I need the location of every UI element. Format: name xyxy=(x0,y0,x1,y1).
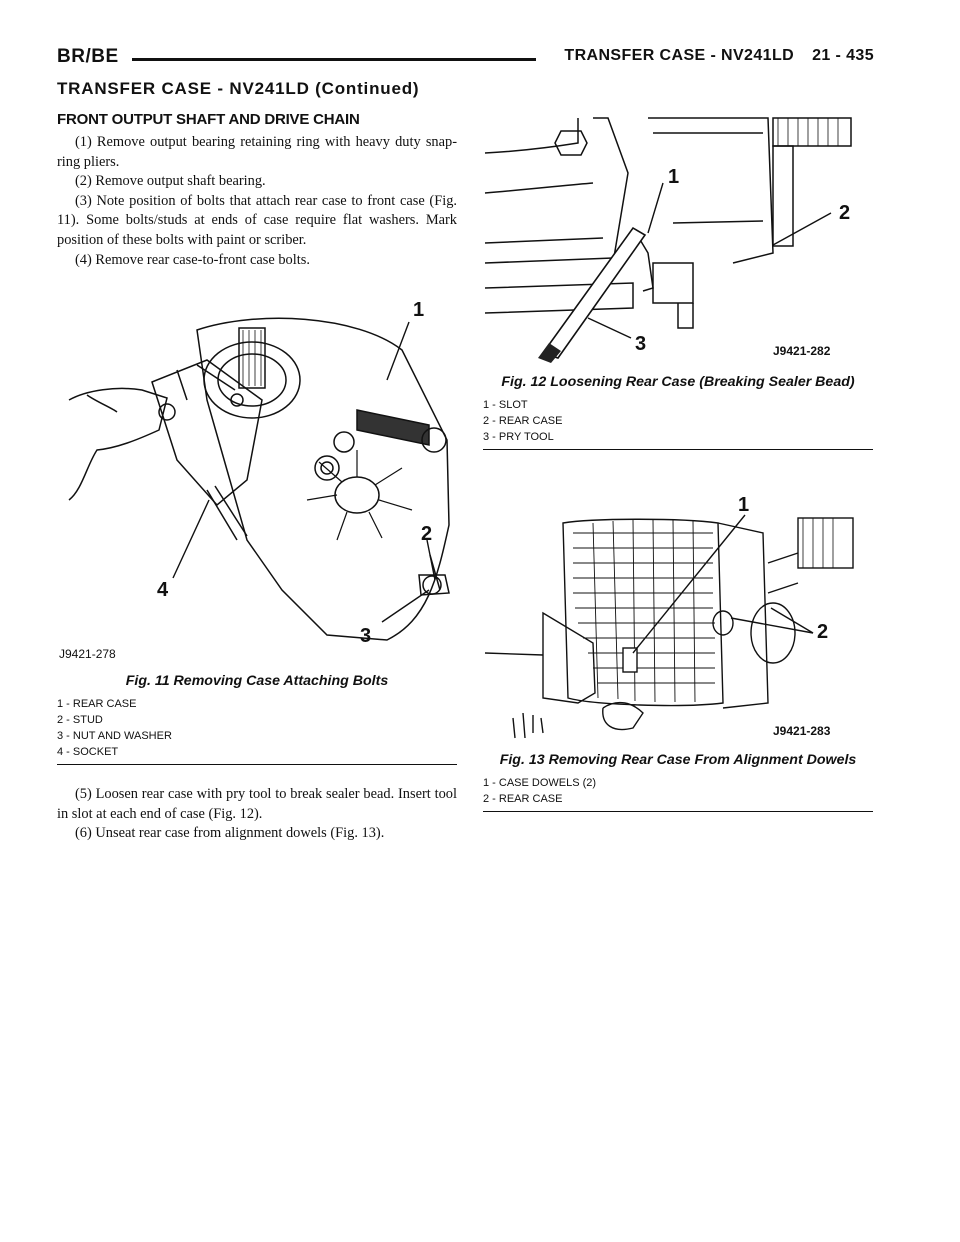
callout-3-leader xyxy=(588,318,631,338)
fig11-caption: Fig. 11 Removing Case Attaching Bolts xyxy=(125,673,389,689)
fig12-legend xyxy=(483,397,873,445)
fig11-legend-item: 2 - STUD xyxy=(57,714,103,726)
callout-2: 2 xyxy=(421,523,433,545)
fig12-rule xyxy=(483,449,873,450)
callout-1: 1 xyxy=(413,299,425,321)
fig13-image-id: J9421-283 xyxy=(773,724,831,738)
fig11-image-id: J9421-278 xyxy=(59,647,116,661)
fig11-legend-item: 3 - NUT AND WASHER xyxy=(57,730,172,742)
step-3: (3) Note position of bolts that attach rear case to front case (Fig. 11). Some bolts/studs at ends of case require flat washers. Mark position of these bolts with paint or scriber. xyxy=(57,192,457,248)
callout-4-leader xyxy=(173,500,209,578)
drive-chain xyxy=(563,519,723,705)
fig12-legend-item: 2 - REAR CASE xyxy=(483,415,563,427)
header-chapter-title: TRANSFER CASE - NV241LD xyxy=(564,47,795,64)
callout-3: 3 xyxy=(360,625,372,647)
figure-13 xyxy=(483,493,873,812)
continued-title: TRANSFER CASE - NV241LD (Continued) xyxy=(57,79,420,98)
step-2: (2) Remove output shaft bearing. xyxy=(75,173,266,190)
fig13-legend xyxy=(483,775,873,807)
fig12-caption: Fig. 12 Loosening Rear Case (Breaking Sealer Bead) xyxy=(501,374,855,390)
header-model: BR/BE xyxy=(57,46,119,67)
header-rule xyxy=(132,58,536,61)
page-number: 21 - 435 xyxy=(812,47,874,64)
fig11-legend-item: 1 - REAR CASE xyxy=(57,698,137,710)
figure-12 xyxy=(483,113,873,450)
step-6: (6) Unseat rear case from alignment dowels (Fig. 13). xyxy=(75,825,385,842)
callout-2: 2 xyxy=(817,621,829,643)
fig13-caption: Fig. 13 Removing Rear Case From Alignment Dowels xyxy=(499,752,857,768)
figure-11 xyxy=(57,290,457,765)
callout-4: 4 xyxy=(157,579,169,601)
callout-1-leader xyxy=(633,515,745,653)
hand-outline xyxy=(69,388,167,500)
callout-1-leader xyxy=(387,322,409,380)
steps-before xyxy=(57,133,457,270)
fig13-illustration xyxy=(483,493,873,743)
rear-case-block xyxy=(648,118,773,263)
section-title: FRONT OUTPUT SHAFT AND DRIVE CHAIN xyxy=(57,111,360,128)
callout-2-leader xyxy=(427,540,435,580)
fig11-legend xyxy=(57,696,457,760)
step-4: (4) Remove rear case-to-front case bolts. xyxy=(75,251,310,268)
fig12-legend-item: 1 - SLOT xyxy=(483,399,528,411)
fig12-image-id: J9421-282 xyxy=(773,344,831,358)
page-header xyxy=(57,46,874,74)
fig11-rule xyxy=(57,764,457,765)
fig13-legend-item: 2 - REAR CASE xyxy=(483,793,563,805)
callout-2: 2 xyxy=(839,202,851,224)
header-right xyxy=(564,47,874,65)
socket-tool xyxy=(152,360,262,505)
callout-3-leader xyxy=(382,590,429,622)
fig13-rule xyxy=(483,811,873,812)
fig11-legend-item: 4 - SOCKET xyxy=(57,746,119,758)
steps-after xyxy=(57,785,457,844)
step-1: (1) Remove output bearing retaining ring with heavy duty snap-ring pliers. xyxy=(57,134,457,170)
step-5: (5) Loosen rear case with pry tool to break sealer bead. Insert tool in slot at each end of case (Fig. 12). xyxy=(57,786,457,822)
callout-1-leader xyxy=(648,183,663,233)
fig12-legend-item: 3 - PRY TOOL xyxy=(483,431,554,443)
fig11-illustration xyxy=(57,290,457,662)
callout-2-leader xyxy=(773,213,831,245)
pry-tool xyxy=(543,228,645,358)
fig13-legend-item: 1 - CASE DOWELS (2) xyxy=(483,777,597,789)
callout-1: 1 xyxy=(668,166,680,188)
fig12-illustration xyxy=(483,113,873,363)
callout-3: 3 xyxy=(635,333,647,355)
callout-1: 1 xyxy=(738,494,750,516)
